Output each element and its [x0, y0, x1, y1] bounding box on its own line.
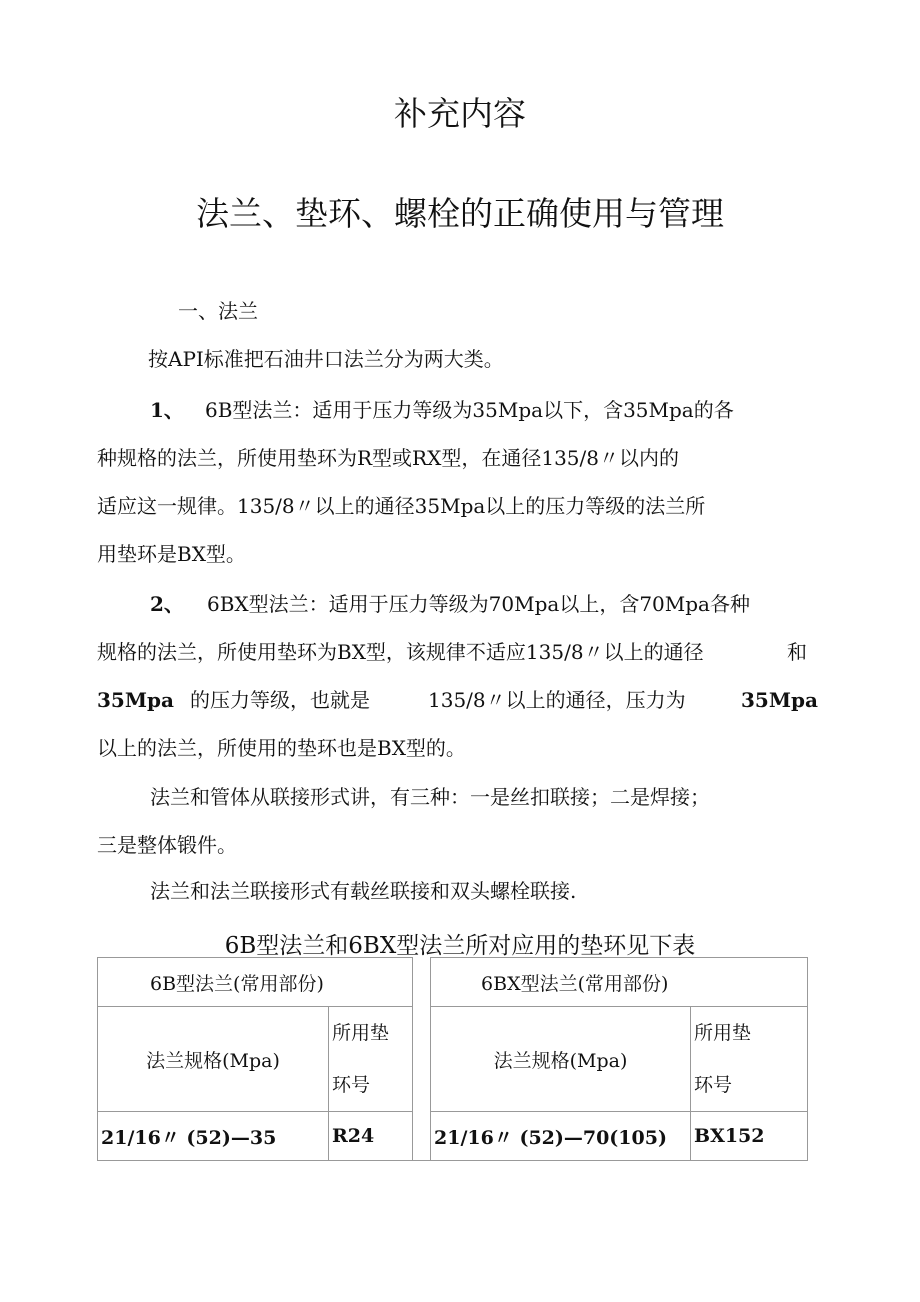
connection-paragraph-line2: 三是整体锻件。	[97, 833, 237, 857]
left-spec-header: 法兰规格(Mpa)	[98, 1007, 329, 1112]
item2-line3-d: 35Mpa	[741, 688, 818, 712]
intro-paragraph: 按API标准把石油井口法兰分为两大类。	[148, 347, 504, 371]
table-gap-cell	[413, 1007, 431, 1112]
flange-joint-paragraph: 法兰和法兰联接形式有载丝联接和双头螺栓联接.	[150, 879, 577, 903]
right-ring-cell: BX152	[691, 1112, 808, 1161]
left-ring-header-line1: 所用垫	[332, 1022, 390, 1044]
table-gap-cell	[413, 1112, 431, 1161]
section-heading-flange: 一、法兰	[178, 299, 258, 323]
left-spec-cell: 21/16〃 (52)—35	[98, 1112, 329, 1161]
item1-number: 1、	[150, 398, 184, 422]
right-group-header: 6BX型法兰(常用部份)	[431, 958, 808, 1007]
connection-paragraph-line1: 法兰和管体从联接形式讲，有三种：一是丝扣联接；二是焊接；	[150, 785, 710, 809]
page-title: 补充内容	[394, 94, 526, 133]
item1-line3: 适应这一规律。135/8〃以上的通径35Mpa以上的压力等级的法兰所	[97, 494, 706, 518]
item1-line4: 用垫环是BX型。	[97, 542, 246, 566]
item2-line4: 以上的法兰，所使用的垫环也是BX型的。	[97, 736, 466, 760]
left-ring-cell: R24	[329, 1112, 413, 1161]
right-spec-header: 法兰规格(Mpa)	[431, 1007, 691, 1112]
item2-line3-b: 的压力等级，也就是	[190, 688, 370, 712]
item2-number: 2、	[150, 592, 184, 616]
table-caption: 6B型法兰和6BX型法兰所对应用的垫环见下表	[224, 933, 696, 959]
right-ring-header-line2: 环号	[694, 1074, 733, 1096]
item1-line1: 6B型法兰：适用于压力等级为35Mpa以下，含35Mpa的各	[205, 398, 734, 422]
table-group-header-row	[98, 958, 808, 1007]
right-ring-header-line1: 所用垫	[694, 1022, 752, 1044]
gasket-table	[97, 957, 808, 1161]
item2-line2: 规格的法兰，所使用垫环为BX型，该规律不适应135/8〃以上的通径	[97, 640, 704, 664]
right-ring-header	[691, 1007, 808, 1112]
item2-line3-a: 35Mpa	[97, 688, 174, 712]
left-group-header: 6B型法兰(常用部份)	[98, 958, 413, 1007]
table-row	[98, 1112, 808, 1161]
table-column-header-row	[98, 1007, 808, 1112]
item1-line2: 种规格的法兰，所使用垫环为R型或RX型，在通径135/8〃以内的	[97, 446, 679, 470]
item2-line3-c: 135/8〃以上的通径，压力为	[428, 688, 686, 712]
table-gap-cell	[413, 958, 431, 1007]
item2-line2-tail: 和	[787, 640, 807, 664]
item2-line1: 6BX型法兰：适用于压力等级为70Mpa以上，含70Mpa各种	[207, 592, 750, 616]
left-ring-header-line2: 环号	[332, 1074, 371, 1096]
right-spec-cell: 21/16〃 (52)—70(105)	[431, 1112, 691, 1161]
left-ring-header	[329, 1007, 413, 1112]
document-subtitle: 法兰、垫环、螺栓的正确使用与管理	[196, 194, 724, 233]
